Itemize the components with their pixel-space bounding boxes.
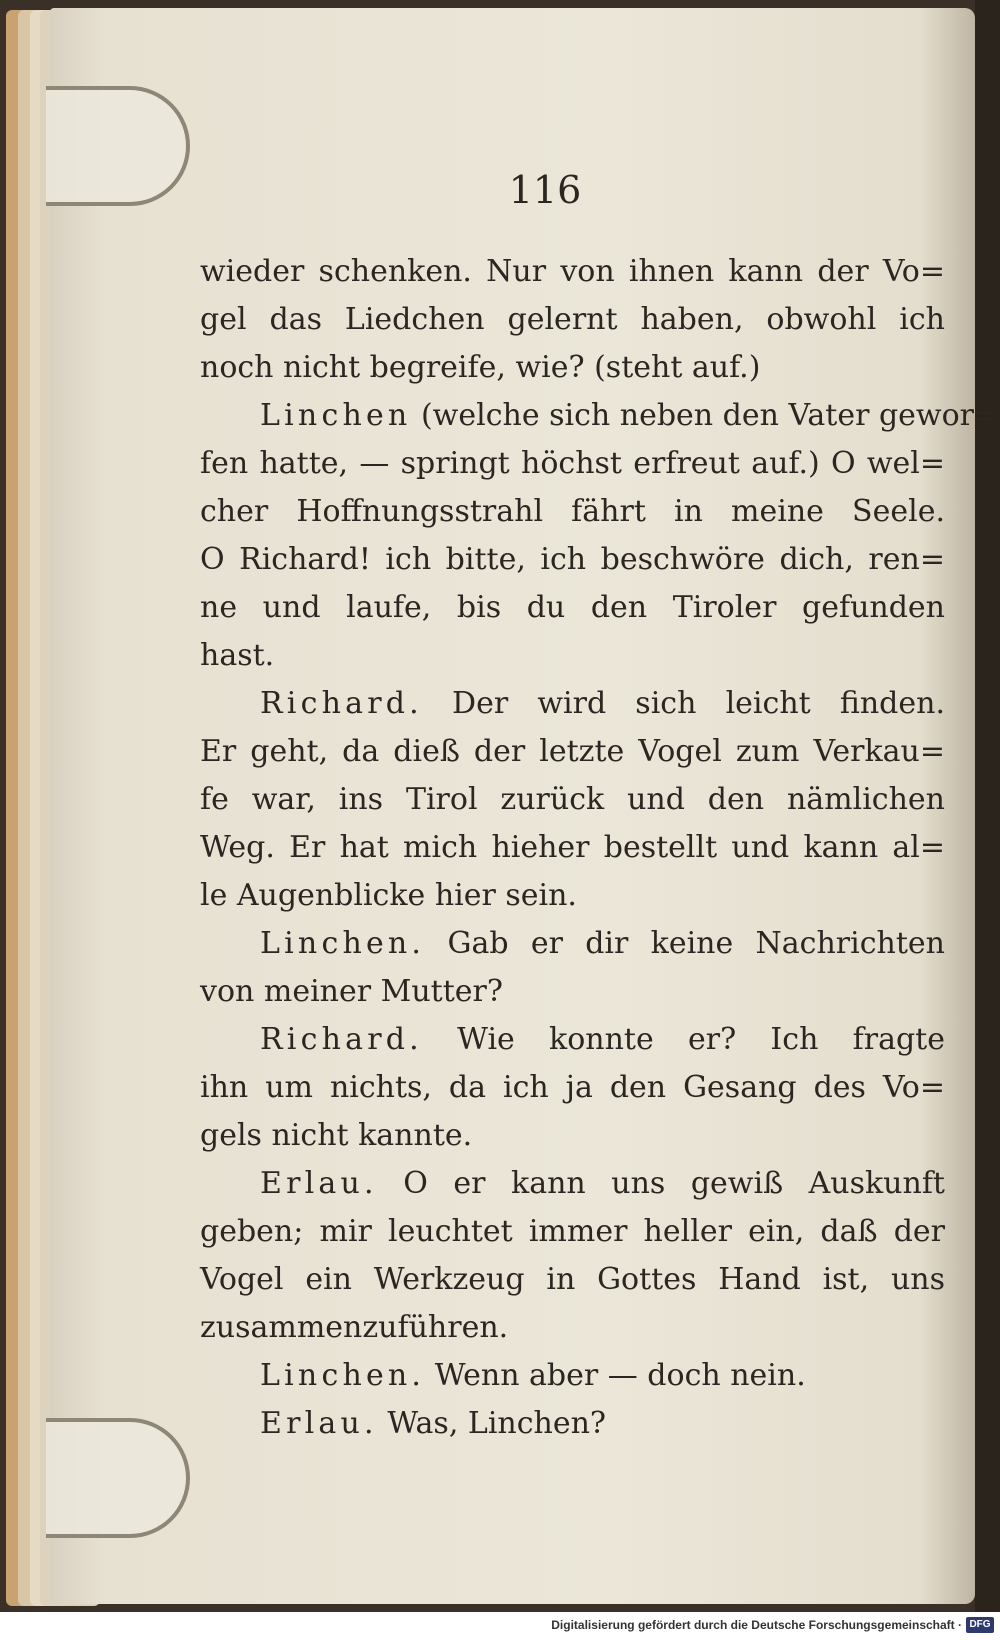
- line-text: wieder schenken. Nur von ihnen kann der Vo=: [200, 254, 945, 289]
- line-text: ne und laufe, bis du den Tiroler gefunden: [200, 590, 945, 625]
- clasp-bottom-icon: [46, 1418, 190, 1538]
- text-line: [200, 920, 945, 968]
- line-text: Er geht, da dieß der letzte Vogel zum Verkau=: [200, 734, 945, 769]
- text-line: [200, 1400, 945, 1448]
- line-text: O er kann uns gewiß Auskunft: [377, 1166, 945, 1201]
- text-line: [200, 440, 945, 488]
- text-line: [200, 248, 945, 296]
- text-line: [200, 968, 945, 1016]
- line-text: noch nicht begreife, wie? (steht auf.): [200, 350, 761, 385]
- text-line: [200, 488, 945, 536]
- speaker-name: Erlau.: [260, 1406, 378, 1441]
- line-text: gels nicht kannte.: [200, 1118, 473, 1153]
- dfg-logo-icon: DFG: [966, 1617, 994, 1633]
- line-text: Wie konnte er? Ich fragte: [422, 1022, 945, 1057]
- line-text: cher Hoffnungsstrahl fährt in meine Seele.: [200, 494, 945, 529]
- page-text: [200, 248, 1000, 1448]
- text-line: [200, 1208, 945, 1256]
- line-text: zusammenzuführen.: [200, 1310, 509, 1345]
- line-text: fe war, ins Tirol zurück und den nämlichen: [200, 782, 945, 817]
- speaker-name: Linchen: [260, 398, 412, 433]
- footer-credit: Digitalisierung gefördert durch die Deutsche Forschungsgemeinschaft ·: [551, 1618, 962, 1632]
- text-line: [200, 728, 945, 776]
- clasp-top-icon: [46, 86, 190, 206]
- speaker-name: Linchen.: [260, 926, 426, 961]
- line-text: ihn um nichts, da ich ja den Gesang des Vo=: [200, 1070, 945, 1105]
- line-text: (welche sich neben den Vater gewor=: [411, 398, 1000, 433]
- line-text: Was, Linchen?: [377, 1406, 607, 1441]
- text-line: [200, 872, 945, 920]
- speaker-name: Richard.: [260, 1022, 423, 1057]
- speaker-name: Richard.: [260, 686, 423, 721]
- text-line: [200, 1112, 945, 1160]
- text-line: [200, 776, 945, 824]
- footer: [0, 1612, 1000, 1640]
- line-text: Gab er dir keine Nachrichten: [425, 926, 945, 961]
- text-line: [200, 296, 945, 344]
- line-text: hast.: [200, 638, 275, 673]
- text-line: [200, 632, 945, 680]
- line-text: Vogel ein Werkzeug in Gottes Hand ist, uns: [200, 1262, 945, 1297]
- text-line: [200, 536, 945, 584]
- text-line: [200, 1016, 945, 1064]
- line-text: von meiner Mutter?: [200, 974, 503, 1009]
- line-text: geben; mir leuchtet immer heller ein, daß der: [200, 1214, 945, 1249]
- line-text: Der wird sich leicht finden.: [422, 686, 945, 721]
- text-line: [200, 824, 945, 872]
- text-line: [200, 1064, 945, 1112]
- text-line: [200, 1256, 945, 1304]
- text-line: [200, 680, 945, 728]
- text-line: [200, 1304, 945, 1352]
- page-number: 116: [508, 168, 582, 212]
- text-line: [200, 584, 945, 632]
- line-text: fen hatte, — springt höchst erfreut auf.) O wel=: [200, 446, 945, 481]
- line-text: le Augenblicke hier sein.: [200, 878, 577, 913]
- text-line: [200, 344, 945, 392]
- line-text: O Richard! ich bitte, ich beschwöre dich, ren=: [200, 542, 945, 577]
- line-text: gel das Liedchen gelernt haben, obwohl ich: [200, 302, 945, 337]
- book-binding: [975, 0, 1000, 1612]
- text-line: [200, 1352, 945, 1400]
- speaker-name: Linchen.: [260, 1358, 426, 1393]
- line-text: Weg. Er hat mich hieher bestellt und kann al=: [200, 830, 945, 865]
- text-line: [200, 1160, 945, 1208]
- speaker-name: Erlau.: [260, 1166, 378, 1201]
- line-text: Wenn aber — doch nein.: [425, 1358, 806, 1393]
- text-line: [200, 392, 1000, 440]
